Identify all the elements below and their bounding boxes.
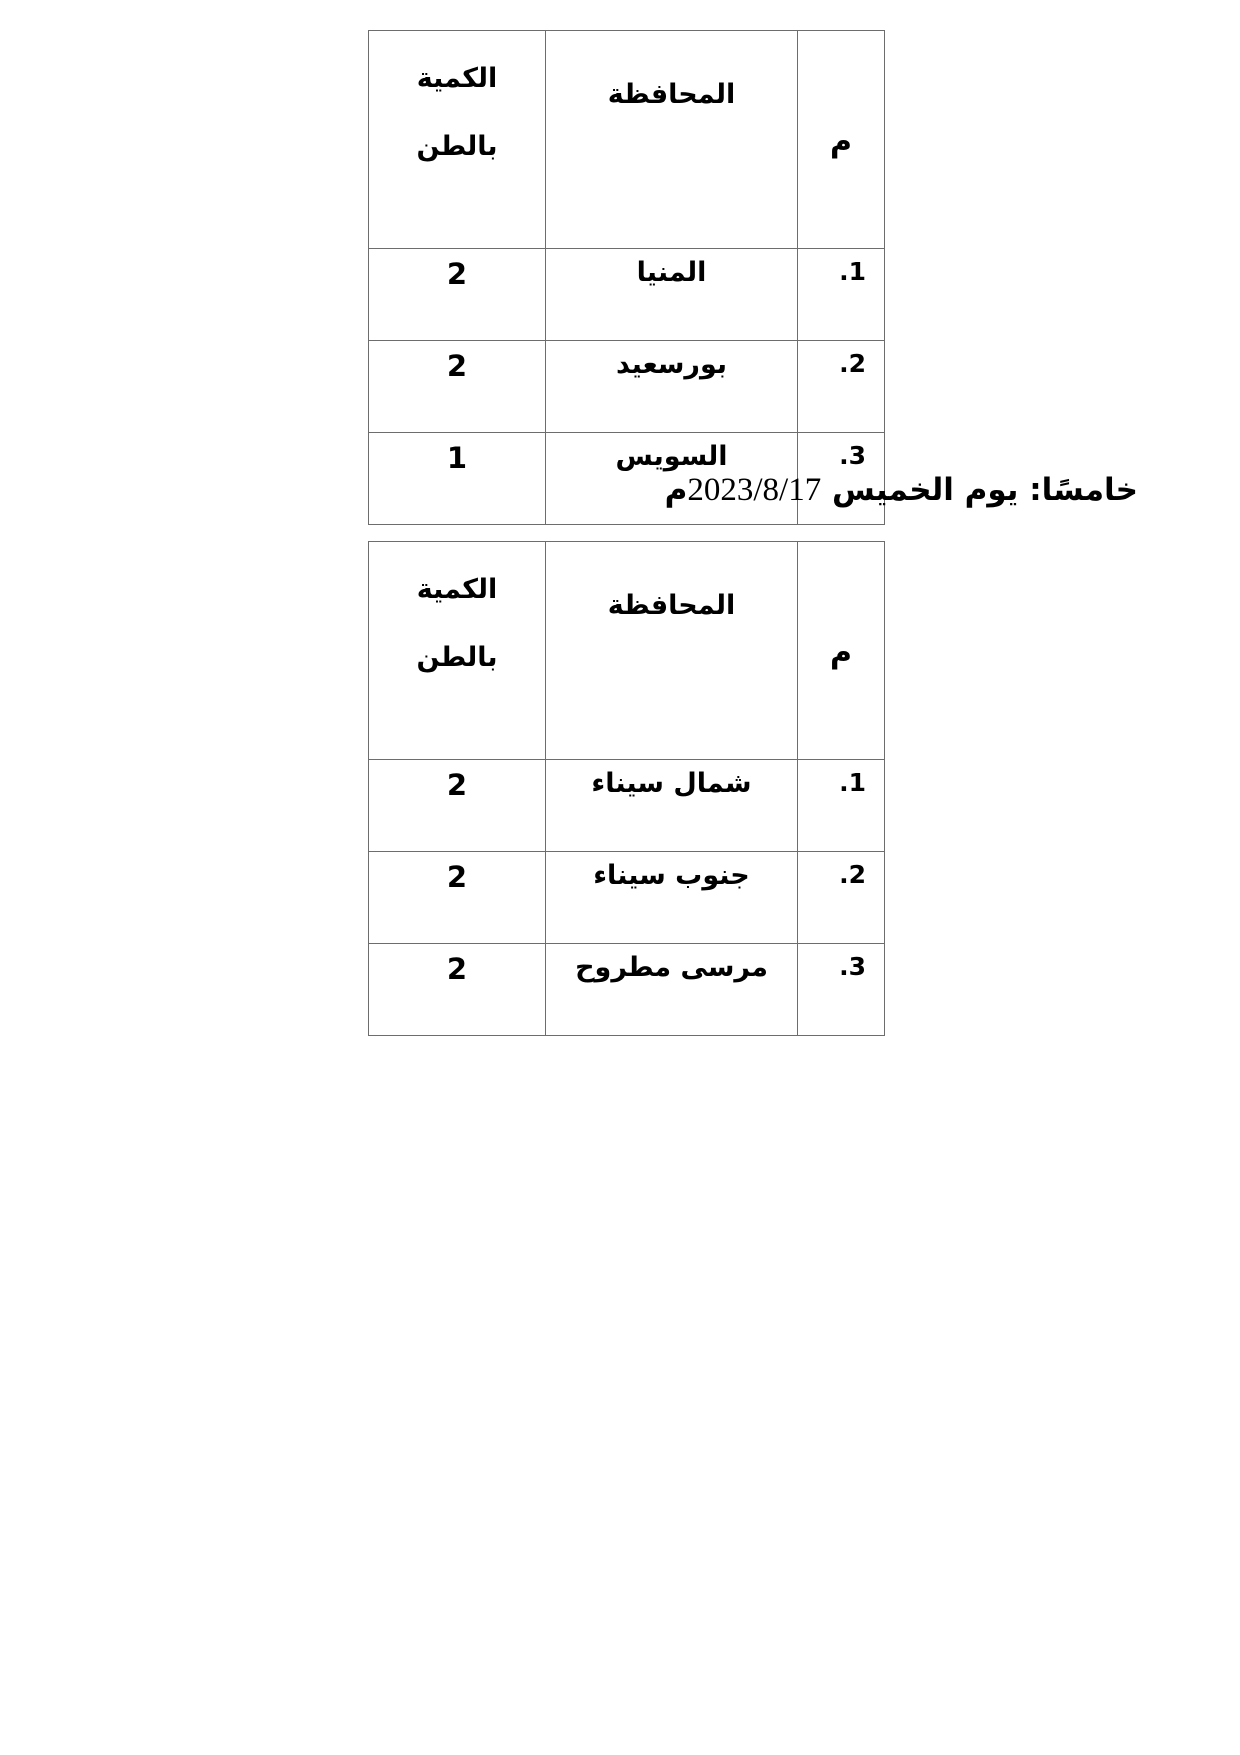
section-heading <box>665 472 1138 509</box>
header-quantity <box>369 31 546 249</box>
row-number: 3. <box>798 433 885 525</box>
quantity-table-1 <box>368 30 885 525</box>
row-governorate: مرسى مطروح <box>546 944 798 1036</box>
section-heading-suffix: م <box>664 472 688 508</box>
header-quantity-line1: الكمية <box>416 574 498 605</box>
row-quantity: 2 <box>369 944 546 1036</box>
table-header-row <box>369 542 885 760</box>
section-heading-date: 2023/8/17 <box>687 472 822 508</box>
section-heading-label: خامسًا: يوم الخميس <box>821 472 1138 508</box>
row-governorate: السويس <box>546 433 798 525</box>
row-quantity: 2 <box>369 760 546 852</box>
row-governorate: بورسعيد <box>546 341 798 433</box>
row-quantity: 2 <box>369 852 546 944</box>
header-governorate: المحافظة <box>546 31 798 249</box>
row-number: 1. <box>798 249 885 341</box>
header-number: م <box>798 31 885 249</box>
row-number: 1. <box>798 760 885 852</box>
table-row <box>369 760 885 852</box>
table-row <box>369 852 885 944</box>
row-governorate: المنيا <box>546 249 798 341</box>
row-governorate: شمال سيناء <box>546 760 798 852</box>
row-number: 3. <box>798 944 885 1036</box>
header-quantity <box>369 542 546 760</box>
row-quantity: 2 <box>369 249 546 341</box>
table-row <box>369 944 885 1036</box>
header-quantity-line1: الكمية <box>416 63 498 94</box>
row-quantity: 1 <box>369 433 546 525</box>
header-number: م <box>798 542 885 760</box>
quantity-table-2 <box>368 541 885 1036</box>
header-governorate: المحافظة <box>546 542 798 760</box>
row-quantity: 2 <box>369 341 546 433</box>
header-quantity-line2: بالطن <box>416 642 498 673</box>
header-quantity-line2: بالطن <box>416 131 498 162</box>
row-number: 2. <box>798 341 885 433</box>
row-governorate: جنوب سيناء <box>546 852 798 944</box>
table-row <box>369 341 885 433</box>
table-row <box>369 249 885 341</box>
table-header-row <box>369 31 885 249</box>
row-number: 2. <box>798 852 885 944</box>
